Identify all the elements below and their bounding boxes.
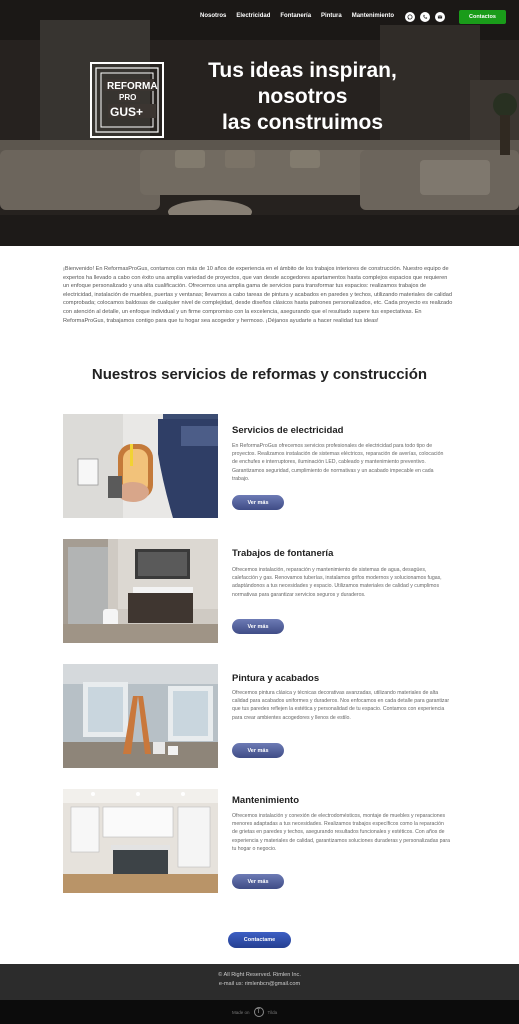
service-text-fontaneria: Ofrecemos instalación, reparación y mantenimiento de sistemas de agua, desagües, calefacción y gas. Renovamos tuberías, instalamos grifos modernos y solucionamos fugas, adaptándonos a tus necesidades y espacio. Utilizamos materiales de calidad y cumplimos normativas para garantizar servicios seguros y duraderos. <box>232 567 442 598</box>
footer-rights: © All Right Reserved. Rimlen Inc. <box>218 972 301 978</box>
made-on-tilda[interactable] <box>232 1007 277 1017</box>
contactame-button[interactable]: Contactame <box>228 932 291 948</box>
brand-logo <box>90 62 164 138</box>
plumbing-service-image <box>63 539 218 643</box>
service-title-pintura: Pintura y acabados <box>232 673 320 684</box>
service-card-electricidad <box>63 414 455 518</box>
logo-text-gus: GUS+ <box>110 105 144 119</box>
nav-link-pintura[interactable]: Pintura <box>321 13 342 19</box>
nav-link-nosotros[interactable]: Nosotros <box>200 13 227 19</box>
service-title-mantenimiento: Mantenimiento <box>232 795 300 806</box>
service-text-electricidad: En ReformaProGus ofrecemos servicios profesionales de electricidad para todo tipo de proyectos. Realizamos instalación de sistemas eléctricos, reparación de averías, colocación de enchufes e interruptores, iluminación LED, cableado y mantenimiento preventivo. Garantizamos seguridad, cumplimiento de normativas y un acabado impecable en cada trabajo. <box>232 443 444 482</box>
hero-title-line-1: Tus ideas inspiran, <box>208 59 397 82</box>
email-icon[interactable] <box>435 12 445 22</box>
nav-link-fontaneria[interactable]: Fontanería <box>280 13 312 19</box>
nav-social-icons <box>405 12 445 22</box>
top-nav <box>0 10 519 26</box>
service-title-fontaneria: Trabajos de fontanería <box>232 548 334 559</box>
made-on-label: Made on <box>232 1009 250 1015</box>
contact-nav-button[interactable]: Contactos <box>459 10 506 24</box>
hero-title-line-2: nosotros <box>257 85 348 108</box>
tilda-logo-icon: T <box>254 1007 264 1017</box>
logo-text-pro: PRO <box>119 93 137 102</box>
electricity-service-image <box>63 414 218 518</box>
service-card-pintura <box>63 664 455 768</box>
service-text-mantenimiento: Ofrecemos instalación y conexión de electrodomésticos, montaje de muebles y reparaciones menores adaptadas a tus necesidades. Realizamos trabajos específicos como la reparación de grietas en paredes y techos, asegurando resultados funcionales y estéticos. Con años de experiencia y materiales de calidad, garantizamos soluciones duraderas y personalizadas para tu hogar o negocio. <box>232 813 450 852</box>
whatsapp-icon[interactable] <box>405 12 415 22</box>
footer <box>0 964 519 1000</box>
service-text-pintura: Ofrecemos pintura clásica y técnicas decorativas avanzadas, utilizando materiales de alta calidad para acabados uniformes y duraderos. Nos enfocamos en cada detalle para garantizar que tus paredes reflejen la estética y personalidad de tu espacio. Contamos con experiencia para crear ambientes acogedores y llenos de estilo. <box>232 690 450 721</box>
footer-email[interactable]: e-mail us: rimlenbcn@gmail.com <box>218 980 301 987</box>
hero-title <box>180 58 425 136</box>
maintenance-service-image <box>63 789 218 893</box>
service-card-fontaneria <box>63 539 455 643</box>
nav-link-electricidad[interactable]: Electricidad <box>236 13 271 19</box>
intro-paragraph: ¡Bienvenido! En ReformasProGus, contamos con más de 10 años de experiencia en el ámbito de los trabajos interiores de construcción. Nuestro equipo de expertos ha llevado a cabo con éxito una amplia variedad de proyectos, que van desde acogedores apartamentos hasta complejos espacios que requieren un enfoque personalizado y una alta cualificación. Ofrecemos una amplia gama de servicios para transformar tus espacios: realizamos trabajos de electricidad, instalación de muebles, puertas y ventanas; llevamos a cabo tareas de pintura y acabados en paredes y techos, utilizando materiales de calidad comprobada; colocamos baldosas de cualquier nivel de complejidad, desde diseños clásicos hasta patrones personalizados, etc. Cada proyecto es realizado con atención al detalle, un enfoque individual y un firme compromiso con la excelencia, asegurando que el resultado supere tus expectativas. En ReformaProGus, trabajamos contigo para que tu hogar sea acogedor y hermoso. ¡Déjanos ayudarte a hacer realidad tus ideas! <box>63 266 453 324</box>
service-title-electricidad: Servicios de electricidad <box>232 425 344 436</box>
ver-mas-button-pintura[interactable]: Ver más <box>232 743 284 758</box>
tilda-label: Tilda <box>267 1009 278 1015</box>
phone-icon[interactable] <box>420 12 430 22</box>
service-card-mantenimiento <box>63 789 455 893</box>
ver-mas-button-fontaneria[interactable]: Ver más <box>232 619 284 634</box>
logo-text-reforma: REFORMA <box>107 81 158 92</box>
nav-link-mantenimiento[interactable]: Mantenimiento <box>351 13 395 19</box>
ver-mas-button-mantenimiento[interactable]: Ver más <box>232 874 284 889</box>
hero-section <box>0 0 519 246</box>
services-section-title: Nuestros servicios de reformas y construcción <box>91 366 428 383</box>
painting-service-image <box>63 664 218 768</box>
ver-mas-button-electricidad[interactable]: Ver más <box>232 495 284 510</box>
hero-title-line-3: las construimos <box>221 111 384 134</box>
nav-links <box>200 13 394 19</box>
